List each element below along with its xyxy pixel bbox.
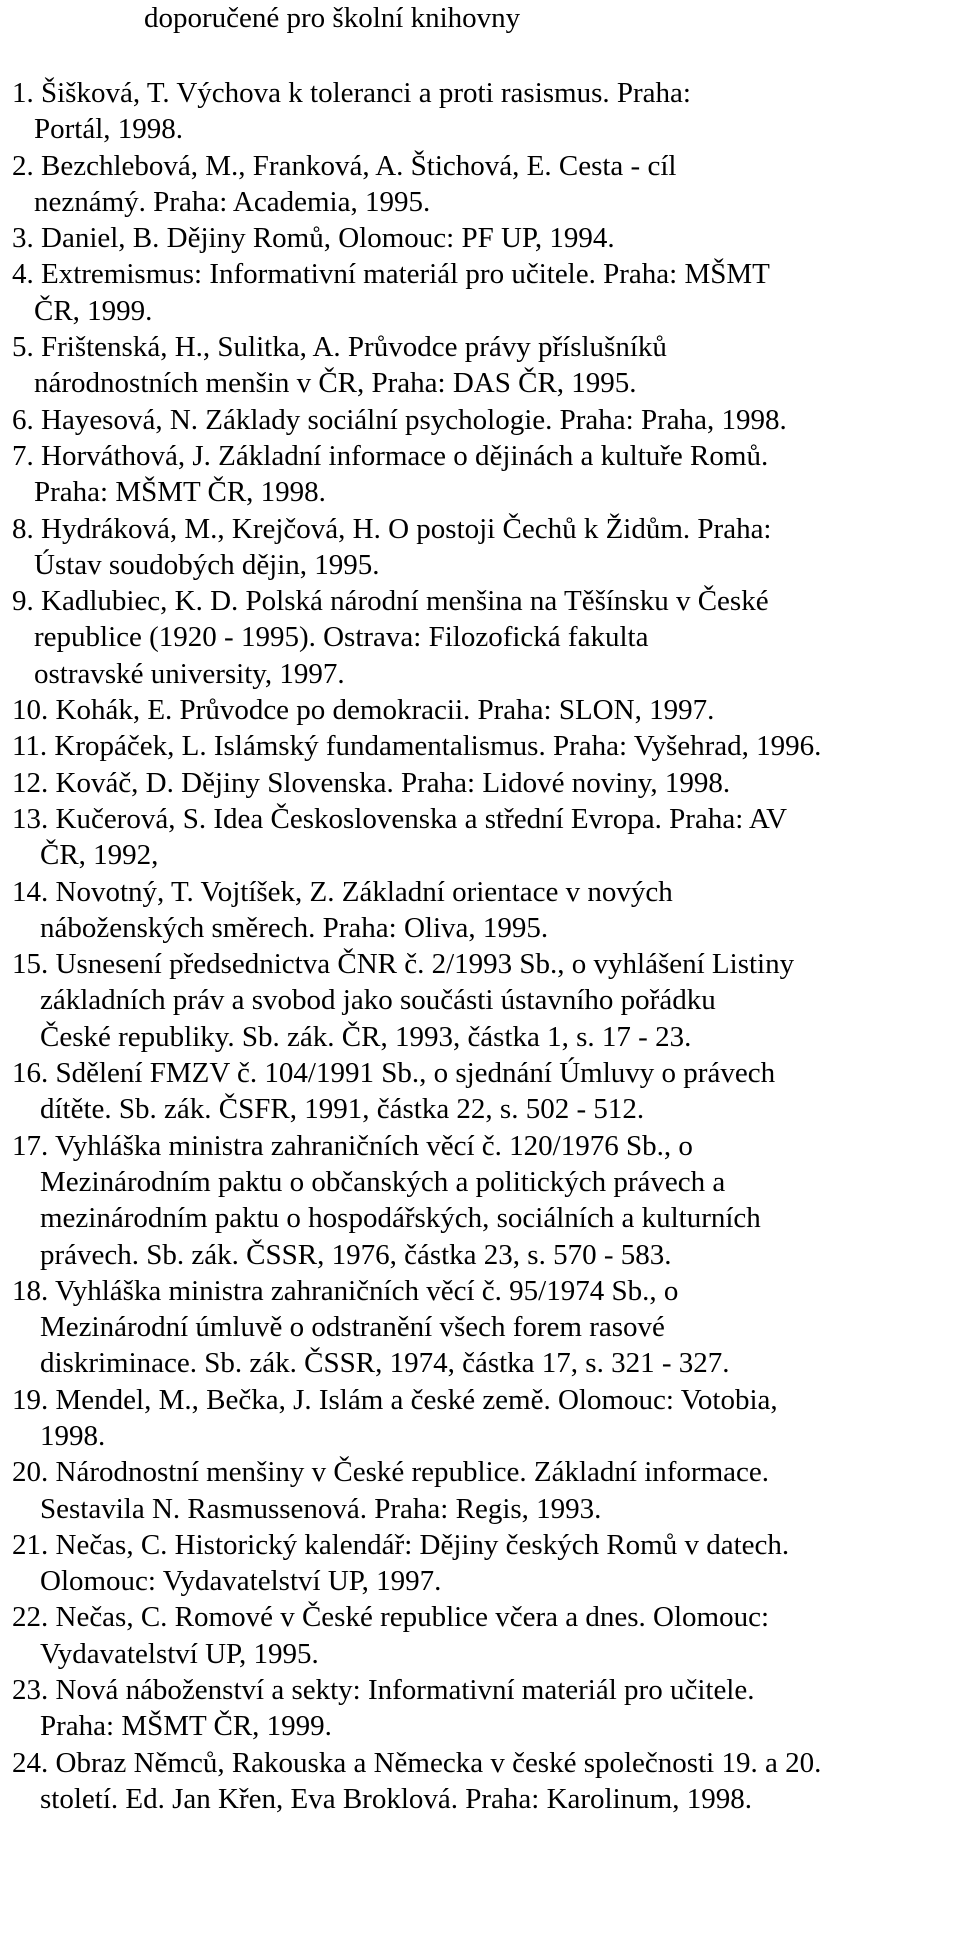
entry-continuation-line: 1998. <box>40 1419 106 1452</box>
entry-first-line: 21. Nečas, C. Historický kalendář: Dějiny českých Romů v datech. <box>12 1528 790 1561</box>
entry-continuation-line: Praha: MŠMT ČR, 1999. <box>40 1710 332 1743</box>
entry-first-line: 6. Hayesová, N. Základy sociální psychologie. Praha: Praha, 1998. <box>12 403 787 436</box>
entry-continuation-line: mezinárodním paktu o hospodářských, sociálních a kulturních <box>40 1202 761 1235</box>
entry-first-line: 14. Novotný, T. Vojtíšek, Z. Základní orientace v nových <box>12 875 673 908</box>
entry-first-line: 7. Horváthová, J. Základní informace o dějinách a kultuře Romů. <box>12 439 769 472</box>
bibliography-entry <box>12 75 952 148</box>
bibliography-entry <box>12 1382 952 1455</box>
bibliography-entry <box>12 1055 952 1128</box>
entry-continuation-line: Praha: MŠMT ČR, 1998. <box>34 476 326 509</box>
bibliography-entry <box>12 1454 952 1527</box>
entry-continuation-line: Sestavila N. Rasmussenová. Praha: Regis, 1993. <box>40 1492 602 1525</box>
entry-first-line: 8. Hydráková, M., Krejčová, H. O postoji Čechů k Židům. Praha: <box>12 512 772 545</box>
entry-continuation-line: Portál, 1998. <box>34 113 184 146</box>
entry-first-line: 3. Daniel, B. Dějiny Romů, Olomouc: PF UP, 1994. <box>12 222 615 255</box>
page-heading: doporučené pro školní knihovny <box>144 2 521 34</box>
entry-first-line: 16. Sdělení FMZV č. 104/1991 Sb., o sjednání Úmluvy o právech <box>12 1057 776 1090</box>
entry-first-line: 9. Kadlubiec, K. D. Polská národní menšina na Těšínsku v České <box>12 585 769 618</box>
entry-continuation-line: základních práv a svobod jako součásti ústavního pořádku <box>40 984 716 1017</box>
entry-first-line: 10. Kohák, E. Průvodce po demokracii. Praha: SLON, 1997. <box>12 694 715 727</box>
bibliography-entry <box>12 765 952 801</box>
entry-continuation-line: ČR, 1992, <box>40 839 159 872</box>
entry-continuation-line: ČR, 1999. <box>34 294 153 327</box>
bibliography-entry <box>12 874 952 947</box>
entry-continuation-line: právech. Sb. zák. ČSSR, 1976, částka 23, s. 570 - 583. <box>40 1238 672 1271</box>
entry-first-line: 4. Extremismus: Informativní materiál pro učitele. Praha: MŠMT <box>12 258 770 291</box>
bibliography-entry <box>12 946 952 1055</box>
entry-first-line: 13. Kučerová, S. Idea Československa a střední Evropa. Praha: AV <box>12 802 788 835</box>
entry-first-line: 5. Frištenská, H., Sulitka, A. Průvodce právy příslušníků <box>12 331 667 364</box>
entry-first-line: 15. Usnesení předsednictva ČNR č. 2/1993 Sb., o vyhlášení Listiny <box>12 948 795 981</box>
entry-continuation-line: Olomouc: Vydavatelství UP, 1997. <box>40 1565 442 1598</box>
entry-continuation-line: republice (1920 - 1995). Ostrava: Filozofická fakulta <box>34 621 649 654</box>
entry-continuation-line: náboženských směrech. Praha: Oliva, 1995. <box>40 911 549 944</box>
entry-continuation-line: Mezinárodní úmluvě o odstranění všech forem rasové <box>40 1311 665 1344</box>
entry-continuation-line: Mezinárodním paktu o občanských a politických právech a <box>40 1165 726 1198</box>
entry-first-line: 19. Mendel, M., Bečka, J. Islám a české země. Olomouc: Votobia, <box>12 1383 778 1416</box>
entry-continuation-line: České republiky. Sb. zák. ČR, 1993, částka 1, s. 17 - 23. <box>40 1020 692 1053</box>
bibliography-entry <box>12 256 952 329</box>
bibliography-entry <box>12 728 952 764</box>
entry-continuation-line: dítěte. Sb. zák. ČSFR, 1991, částka 22, s. 502 - 512. <box>40 1093 645 1126</box>
bibliography-entry <box>12 692 952 728</box>
entry-first-line: 24. Obraz Němců, Rakouska a Německa v české společnosti 19. a 20. <box>12 1746 822 1779</box>
entry-continuation-line: století. Ed. Jan Křen, Eva Broklová. Praha: Karolinum, 1998. <box>40 1782 752 1815</box>
entry-first-line: 20. Národnostní menšiny v České republice. Základní informace. <box>12 1456 770 1489</box>
bibliography-entry <box>12 1273 952 1382</box>
entry-continuation-line: neznámý. Praha: Academia, 1995. <box>34 185 431 218</box>
bibliography-entry <box>12 1672 952 1745</box>
entry-first-line: 2. Bezchlebová, M., Franková, A. Štichová, E. Cesta - cíl <box>12 149 677 182</box>
entry-first-line: 18. Vyhláška ministra zahraničních věcí č. 95/1974 Sb., o <box>12 1274 679 1307</box>
bibliography-entry <box>12 438 952 511</box>
bibliography-entry <box>12 1128 952 1273</box>
bibliography-entry <box>12 402 952 438</box>
bibliography-entry <box>12 148 952 221</box>
entry-first-line: 11. Kropáček, L. Islámský fundamentalismus. Praha: Vyšehrad, 1996. <box>12 730 822 763</box>
bibliography-entry <box>12 1745 952 1818</box>
bibliography-entry <box>12 220 952 256</box>
entry-continuation-line: Vydavatelství UP, 1995. <box>40 1637 319 1670</box>
entry-first-line: 17. Vyhláška ministra zahraničních věcí č. 120/1976 Sb., o <box>12 1129 693 1162</box>
bibliography-entry <box>12 583 952 692</box>
bibliography-entry <box>12 1527 952 1600</box>
entry-continuation-line: národnostních menšin v ČR, Praha: DAS ČR, 1995. <box>34 367 637 400</box>
entry-first-line: 22. Nečas, C. Romové v České republice včera a dnes. Olomouc: <box>12 1601 770 1634</box>
entry-first-line: 1. Šišková, T. Výchova k toleranci a proti rasismus. Praha: <box>12 77 691 109</box>
bibliography-entry <box>12 801 952 874</box>
bibliography-entry <box>12 511 952 584</box>
entry-continuation-line: Ústav soudobých dějin, 1995. <box>34 548 380 581</box>
bibliography-list <box>12 75 952 1817</box>
entry-first-line: 12. Kováč, D. Dějiny Slovenska. Praha: Lidové noviny, 1998. <box>12 766 731 799</box>
entry-first-line: 23. Nová náboženství a sekty: Informativní materiál pro učitele. <box>12 1674 755 1707</box>
bibliography-entry <box>12 329 952 402</box>
bibliography-entry <box>12 1599 952 1672</box>
entry-continuation-line: ostravské university, 1997. <box>34 657 345 690</box>
entry-continuation-line: diskriminace. Sb. zák. ČSSR, 1974, částka 17, s. 321 - 327. <box>40 1347 730 1380</box>
